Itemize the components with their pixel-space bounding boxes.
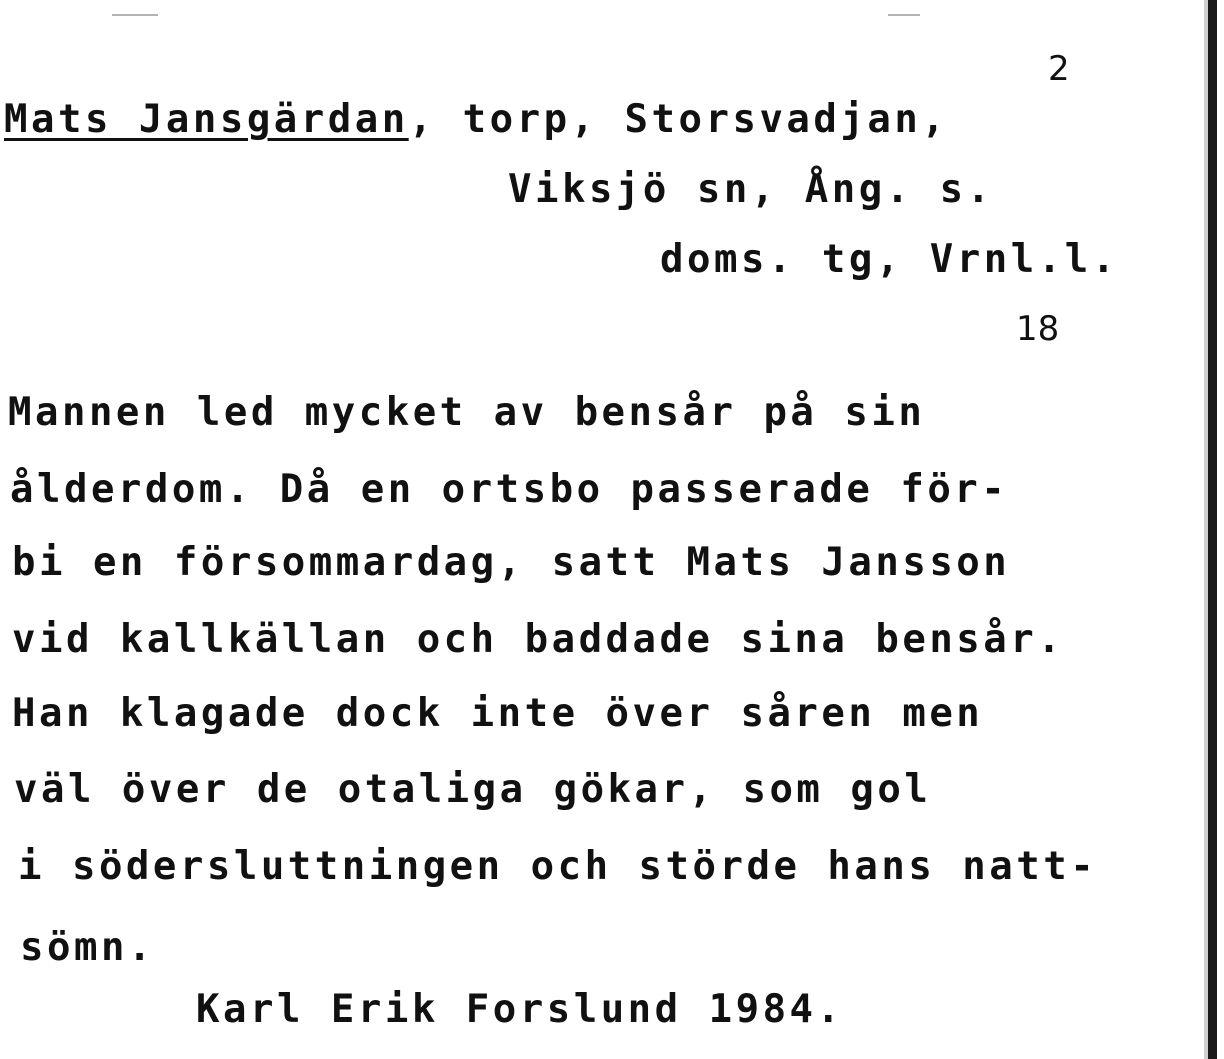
header-line-1: [4, 97, 949, 142]
header-line-2: Viksjö sn, Ång. s.: [508, 167, 994, 212]
scan-speck: [888, 14, 920, 16]
reference-number: 18: [1016, 309, 1060, 349]
scan-speck: [112, 14, 158, 16]
signature: Karl Erik Forslund 1984.: [196, 987, 844, 1032]
card-edge: [1208, 0, 1217, 1059]
body-line: Mannen led mycket av bensår på sin: [8, 390, 926, 435]
body-line: i södersluttningen och störde hans natt-: [18, 844, 1098, 889]
body-line: Han klagade dock inte över såren men: [12, 691, 984, 736]
body-line: vid kallkällan och baddade sina bensår.: [12, 617, 1065, 662]
page-number: 2: [1048, 49, 1070, 89]
body-line: väl över de otaliga gökar, som gol: [14, 767, 932, 812]
header-line-1-rest: , torp, Storsvadjan,: [408, 97, 949, 142]
header-line-3: doms. tg, Vrnl.l.: [660, 237, 1119, 282]
place-name: Mats Jansgärdan: [4, 97, 409, 142]
body-line: sömn.: [20, 925, 155, 970]
body-line: bi en försommardag, satt Mats Jansson: [12, 540, 1011, 585]
body-line: ålderdom. Då en ortsbo passerade för-: [10, 467, 1009, 512]
